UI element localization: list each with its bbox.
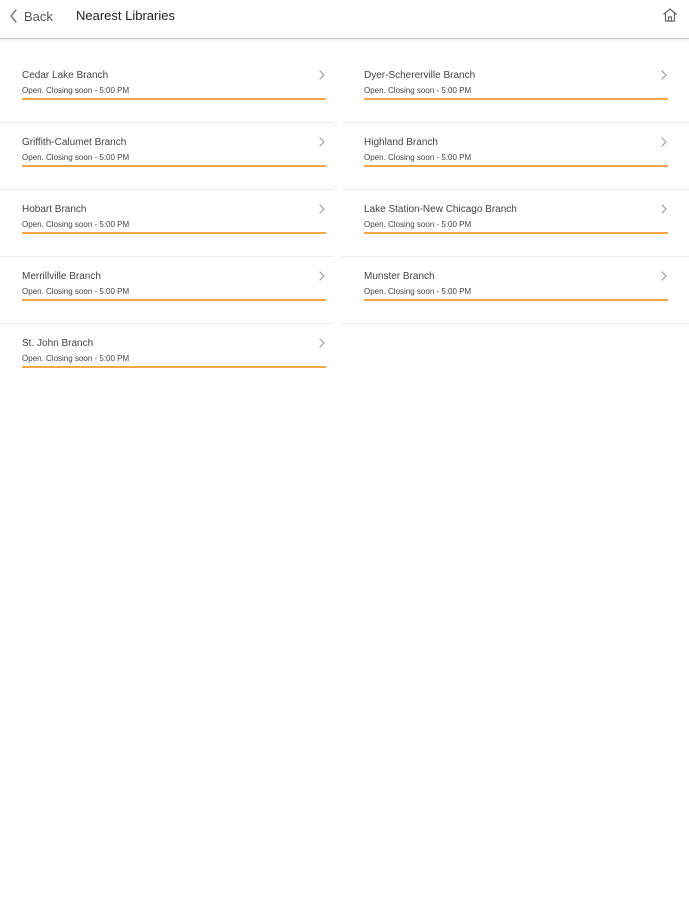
accent-underline (364, 299, 668, 301)
accent-underline (22, 98, 326, 100)
library-item[interactable] (0, 257, 334, 324)
chevron-right-icon (318, 204, 326, 214)
library-status: Open. Closing soon - 5:00 PM (22, 220, 130, 229)
library-status: Open. Closing soon - 5:00 PM (22, 153, 130, 162)
library-status: Open. Closing soon - 5:00 PM (22, 287, 130, 296)
chevron-right-icon (660, 70, 668, 80)
chevron-right-icon (660, 271, 668, 281)
library-item[interactable] (342, 123, 689, 190)
library-list (0, 56, 689, 391)
accent-underline (22, 232, 326, 234)
library-name: Dyer-Schererville Branch (364, 70, 476, 81)
chevron-left-icon (8, 8, 20, 24)
library-name: St. John Branch (22, 338, 94, 349)
back-label: Back (24, 8, 53, 24)
library-name: Munster Branch (364, 271, 435, 282)
chevron-right-icon (318, 271, 326, 281)
library-status: Open. Closing soon - 5:00 PM (364, 287, 472, 296)
accent-underline (22, 366, 326, 368)
library-name: Merrillville Branch (22, 271, 101, 282)
library-item[interactable] (342, 190, 689, 257)
library-status: Open. Closing soon - 5:00 PM (364, 86, 472, 95)
home-icon (661, 6, 679, 24)
home-button[interactable] (661, 6, 679, 24)
chevron-right-icon (318, 137, 326, 147)
library-name: Cedar Lake Branch (22, 70, 109, 81)
library-status: Open. Closing soon - 5:00 PM (364, 153, 472, 162)
library-item[interactable] (342, 257, 689, 324)
accent-underline (22, 165, 326, 167)
chevron-right-icon (318, 70, 326, 80)
chevron-right-icon (318, 338, 326, 348)
accent-underline (364, 232, 668, 234)
accent-underline (364, 165, 668, 167)
page-title: Nearest Libraries (76, 8, 175, 23)
library-item[interactable] (342, 56, 689, 123)
library-item[interactable] (0, 190, 334, 257)
library-item[interactable] (0, 56, 334, 123)
chevron-right-icon (660, 204, 668, 214)
chevron-right-icon (660, 137, 668, 147)
library-status: Open. Closing soon - 5:00 PM (364, 220, 472, 229)
accent-underline (364, 98, 668, 100)
library-name: Lake Station-New Chicago Branch (364, 204, 517, 215)
library-status: Open. Closing soon - 5:00 PM (22, 354, 130, 363)
library-item[interactable] (0, 123, 334, 190)
nav-bar (0, 0, 689, 39)
library-item[interactable] (0, 324, 334, 391)
back-button[interactable] (8, 5, 53, 27)
library-name: Highland Branch (364, 137, 438, 148)
library-status: Open. Closing soon - 5:00 PM (22, 86, 130, 95)
accent-underline (22, 299, 326, 301)
library-name: Hobart Branch (22, 204, 87, 215)
library-name: Griffith-Calumet Branch (22, 137, 127, 148)
